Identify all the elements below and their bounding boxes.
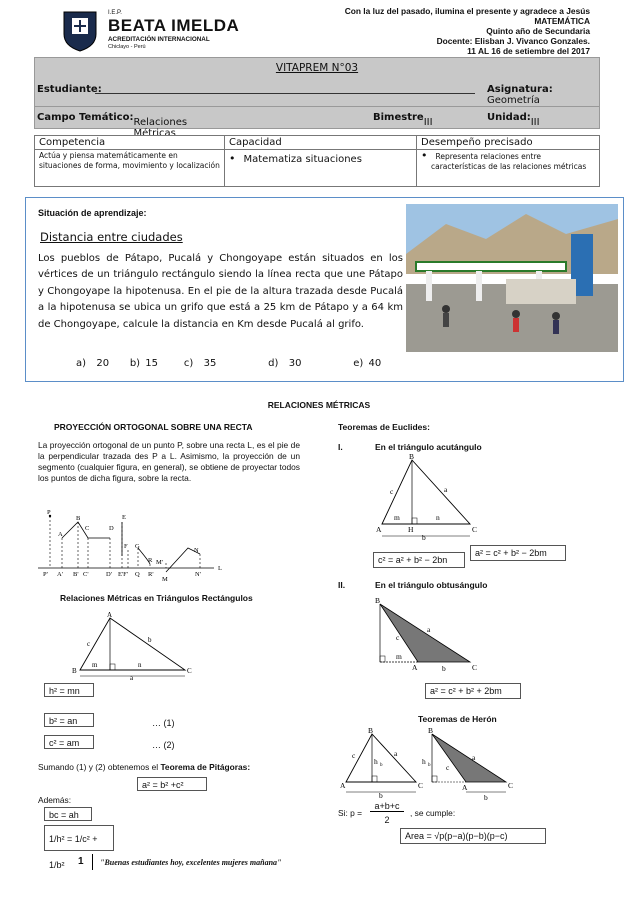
svg-text:M: M [162, 576, 168, 583]
footer-divider [92, 854, 93, 870]
svg-text:A: A [340, 781, 346, 790]
svg-text:D': D' [106, 571, 112, 578]
euclid-title: Teoremas de Euclides: [338, 422, 430, 432]
svg-text:R': R' [148, 571, 154, 578]
bimester-item [373, 112, 433, 128]
case1-title: En el triángulo acutángulo [375, 442, 482, 452]
page-number: 1 [78, 856, 84, 867]
dates: 11 AL 16 de setiembre del 2017 [467, 46, 590, 56]
school-logo [60, 8, 250, 54]
school-name: BEATA IMELDA [108, 16, 240, 35]
bimester-label: Bimestre [373, 112, 424, 123]
bimester-value: III [423, 117, 433, 128]
svg-text:C: C [187, 667, 192, 675]
info-bar [34, 57, 600, 107]
capacidad-text: Matematiza situaciones [243, 154, 362, 165]
field-bar [34, 107, 600, 139]
semi-perimeter-post: , se cumple: [410, 808, 456, 818]
semi-perimeter-num: a+b+c [370, 801, 404, 812]
td-competencia: Actúa y piensa matemáticamente en situaciones de forma, movimiento y localización [35, 150, 225, 187]
teacher: Docente: Elisban J. Vivanco Gonzales. [436, 36, 590, 46]
svg-text:b: b [422, 533, 426, 542]
school-city: Chiclayo - Perú [108, 44, 146, 50]
school-prefix: I.E.P. [108, 10, 122, 16]
formula-h2: h² = mn [44, 683, 94, 697]
svg-text:F: F [124, 543, 128, 550]
svg-text:A: A [412, 663, 418, 672]
svg-text:a: a [394, 749, 398, 758]
competency-table [34, 135, 600, 187]
heron-diagrams [336, 726, 596, 804]
rt-title: Relaciones Métricas en Triángulos Rectángulos [60, 593, 253, 603]
svg-text:A': A' [57, 571, 63, 578]
td-capacidad [225, 150, 417, 187]
desempeno-text: Representa relaciones entre características de las relaciones métricas [431, 152, 587, 171]
svg-text:m: m [92, 661, 98, 669]
svg-text:C: C [508, 781, 514, 790]
svg-text:A: A [462, 783, 468, 792]
situation-text: Los pueblos de Pátapo, Pucalá y Chongoyape están situados en los vértices de un triángulo rectángulo siendo la línea recta que une Pátapo y Chongoyape la hipotenusa. En el pie de la altura trazada desde Pucalá a la hipotenusa se ubica un grifo que está a 25 km de Pátapo y a 64 km de Chongoyape, calcule la distancia en Km desde Pucalá al grifo. [38, 253, 403, 330]
field-value: Relaciones Métricas [133, 117, 188, 139]
svg-text:a: a [130, 674, 134, 680]
svg-text:c: c [446, 763, 450, 772]
svg-text:b: b [428, 763, 431, 768]
header-info [270, 6, 590, 56]
projection-text: La proyección ortogonal de un punto P, sobre una recta L, es el pie de la perpendicular trazada des P a L. Asimismo, la proyección de un segmento (cualquier figura, en general), se obtiene de proyectar todos los puntos de dicha figura, sobre la recta. [38, 440, 300, 483]
acute-triangle-diagram [372, 452, 482, 544]
field-label: Campo Temático: [37, 112, 134, 123]
school-accreditation: ACREDITACIÓN INTERNACIONAL [108, 36, 210, 43]
svg-text:B: B [72, 667, 77, 675]
situation-label: Situación de aprendizaje: [38, 208, 147, 218]
case2-num: II. [338, 580, 346, 590]
td-desempeno [417, 150, 600, 187]
svg-text:h: h [374, 757, 378, 766]
svg-text:b: b [484, 793, 488, 802]
svg-text:D: D [109, 525, 114, 532]
ref-1: … (1) [152, 718, 175, 728]
motto: Con la luz del pasado, ilumina el presente y agradece a Jesús [344, 6, 590, 16]
svg-text:B: B [76, 515, 81, 522]
unit-value: III [530, 117, 540, 128]
svg-text:m: m [396, 652, 402, 661]
pythagoras-formula: a² = b² +c² [137, 777, 207, 791]
subject-label: Asignatura: [487, 84, 553, 95]
svg-text:A: A [376, 525, 382, 534]
student-row [37, 84, 102, 95]
sum-text [38, 762, 250, 773]
svg-text:b: b [442, 664, 446, 673]
projection-diagram [38, 508, 228, 586]
answer-options: a) 20 b) 15 c) 35 d) 30 e) 40 [76, 358, 382, 369]
formula-acute-2: a² = c² + b² − 2bm [470, 545, 566, 561]
formula-b2: b² = an [44, 713, 94, 727]
sum-text-bold: Teorema de Pitágoras: [160, 762, 251, 772]
case1-num: I. [338, 442, 343, 452]
svg-text:P: P [47, 509, 51, 516]
formula-bc: bc = ah [44, 807, 92, 821]
projection-title: PROYECCIÓN ORTOGONAL SOBRE UNA RECTA [54, 422, 253, 432]
school-crest-icon [60, 8, 100, 52]
svg-text:R: R [148, 557, 153, 564]
svg-text:E: E [122, 514, 126, 521]
heron-title: Teoremas de Herón [418, 714, 497, 724]
svg-text:Q: Q [135, 571, 140, 578]
field-item [37, 112, 188, 139]
svg-text:a: a [444, 485, 448, 494]
situation-title: Distancia entre ciudades [40, 230, 183, 244]
sum-text-pre: Sumando (1) y (2) obtenemos el [38, 762, 161, 772]
subject-value: Geometría [487, 95, 540, 106]
svg-text:B': B' [73, 571, 79, 578]
svg-text:P': P' [43, 571, 48, 578]
svg-text:c: c [396, 633, 400, 642]
svg-text:C: C [85, 525, 90, 532]
svg-text:b: b [380, 763, 383, 768]
svg-text:A: A [107, 611, 113, 619]
svg-text:B: B [428, 726, 434, 735]
svg-text:L: L [218, 565, 222, 572]
svg-text:a: a [427, 625, 431, 634]
ref-2: … (2) [152, 740, 175, 750]
semi-perimeter-pre: Si: p = [338, 808, 362, 818]
svg-text:B: B [375, 596, 381, 605]
svg-text:C: C [418, 781, 424, 790]
grade: Quinto año de Secundaria [486, 26, 590, 36]
svg-text:B: B [368, 726, 374, 735]
svg-text:C': C' [83, 571, 89, 578]
svg-text:N': N' [195, 571, 201, 578]
svg-text:b: b [379, 791, 383, 800]
svg-text:c: c [87, 640, 91, 648]
obtuse-triangle-diagram [372, 596, 482, 676]
doc-title: VITAPREM N°03 [275, 62, 359, 74]
unit-label: Unidad: [487, 112, 531, 123]
subject-caps: MATEMÁTICA [534, 16, 590, 26]
svg-text:n: n [138, 661, 142, 669]
svg-text:H: H [408, 525, 414, 534]
svg-text:m: m [394, 513, 400, 522]
svg-text:A: A [58, 531, 63, 538]
svg-text:E'F': E'F' [118, 571, 128, 578]
subject-row [487, 84, 599, 106]
svg-text:n: n [436, 513, 440, 522]
th-desempeno: Desempeño precisado [417, 136, 600, 150]
svg-text:N: N [194, 547, 199, 554]
formula-acute-1: c² = a² + b² − 2bn [373, 552, 465, 568]
situation-box [25, 197, 624, 382]
semi-perimeter-den: 2 [384, 815, 390, 825]
unit-item [487, 112, 540, 128]
svg-text:M': M' [156, 559, 163, 566]
formula-obtuse: a² = c² + b² + 2bm [425, 683, 521, 699]
formula-c2: c² = am [44, 735, 94, 749]
svg-text:a: a [472, 753, 476, 762]
svg-text:G: G [135, 543, 140, 550]
student-label: Estudiante: [37, 84, 102, 95]
th-capacidad: Capacidad [225, 136, 417, 150]
svg-text:b: b [148, 636, 152, 644]
svg-text:h: h [422, 757, 426, 766]
th-competencia: Competencia [35, 136, 225, 150]
gas-station-photo [406, 204, 618, 352]
student-name-line[interactable] [95, 93, 475, 94]
main-title: RELACIONES MÉTRICAS [267, 400, 371, 410]
footer-slogan: "Buenas estudiantes hoy, excelentes mujeres mañana" [100, 858, 282, 867]
ademas-label: Además: [38, 795, 72, 805]
right-triangle-diagram [60, 610, 200, 680]
heron-area-formula: Area = √p(p−a)(p−b)(p−c) [400, 828, 546, 844]
svg-text:c: c [390, 487, 394, 496]
svg-text:B: B [409, 452, 415, 461]
svg-text:c: c [352, 751, 356, 760]
case2-title: En el triángulo obtusángulo [375, 580, 488, 590]
formula-inverse: 1/h² = 1/c² + 1/b² [44, 825, 114, 851]
svg-text:C: C [472, 663, 478, 672]
svg-text:C: C [472, 525, 478, 534]
